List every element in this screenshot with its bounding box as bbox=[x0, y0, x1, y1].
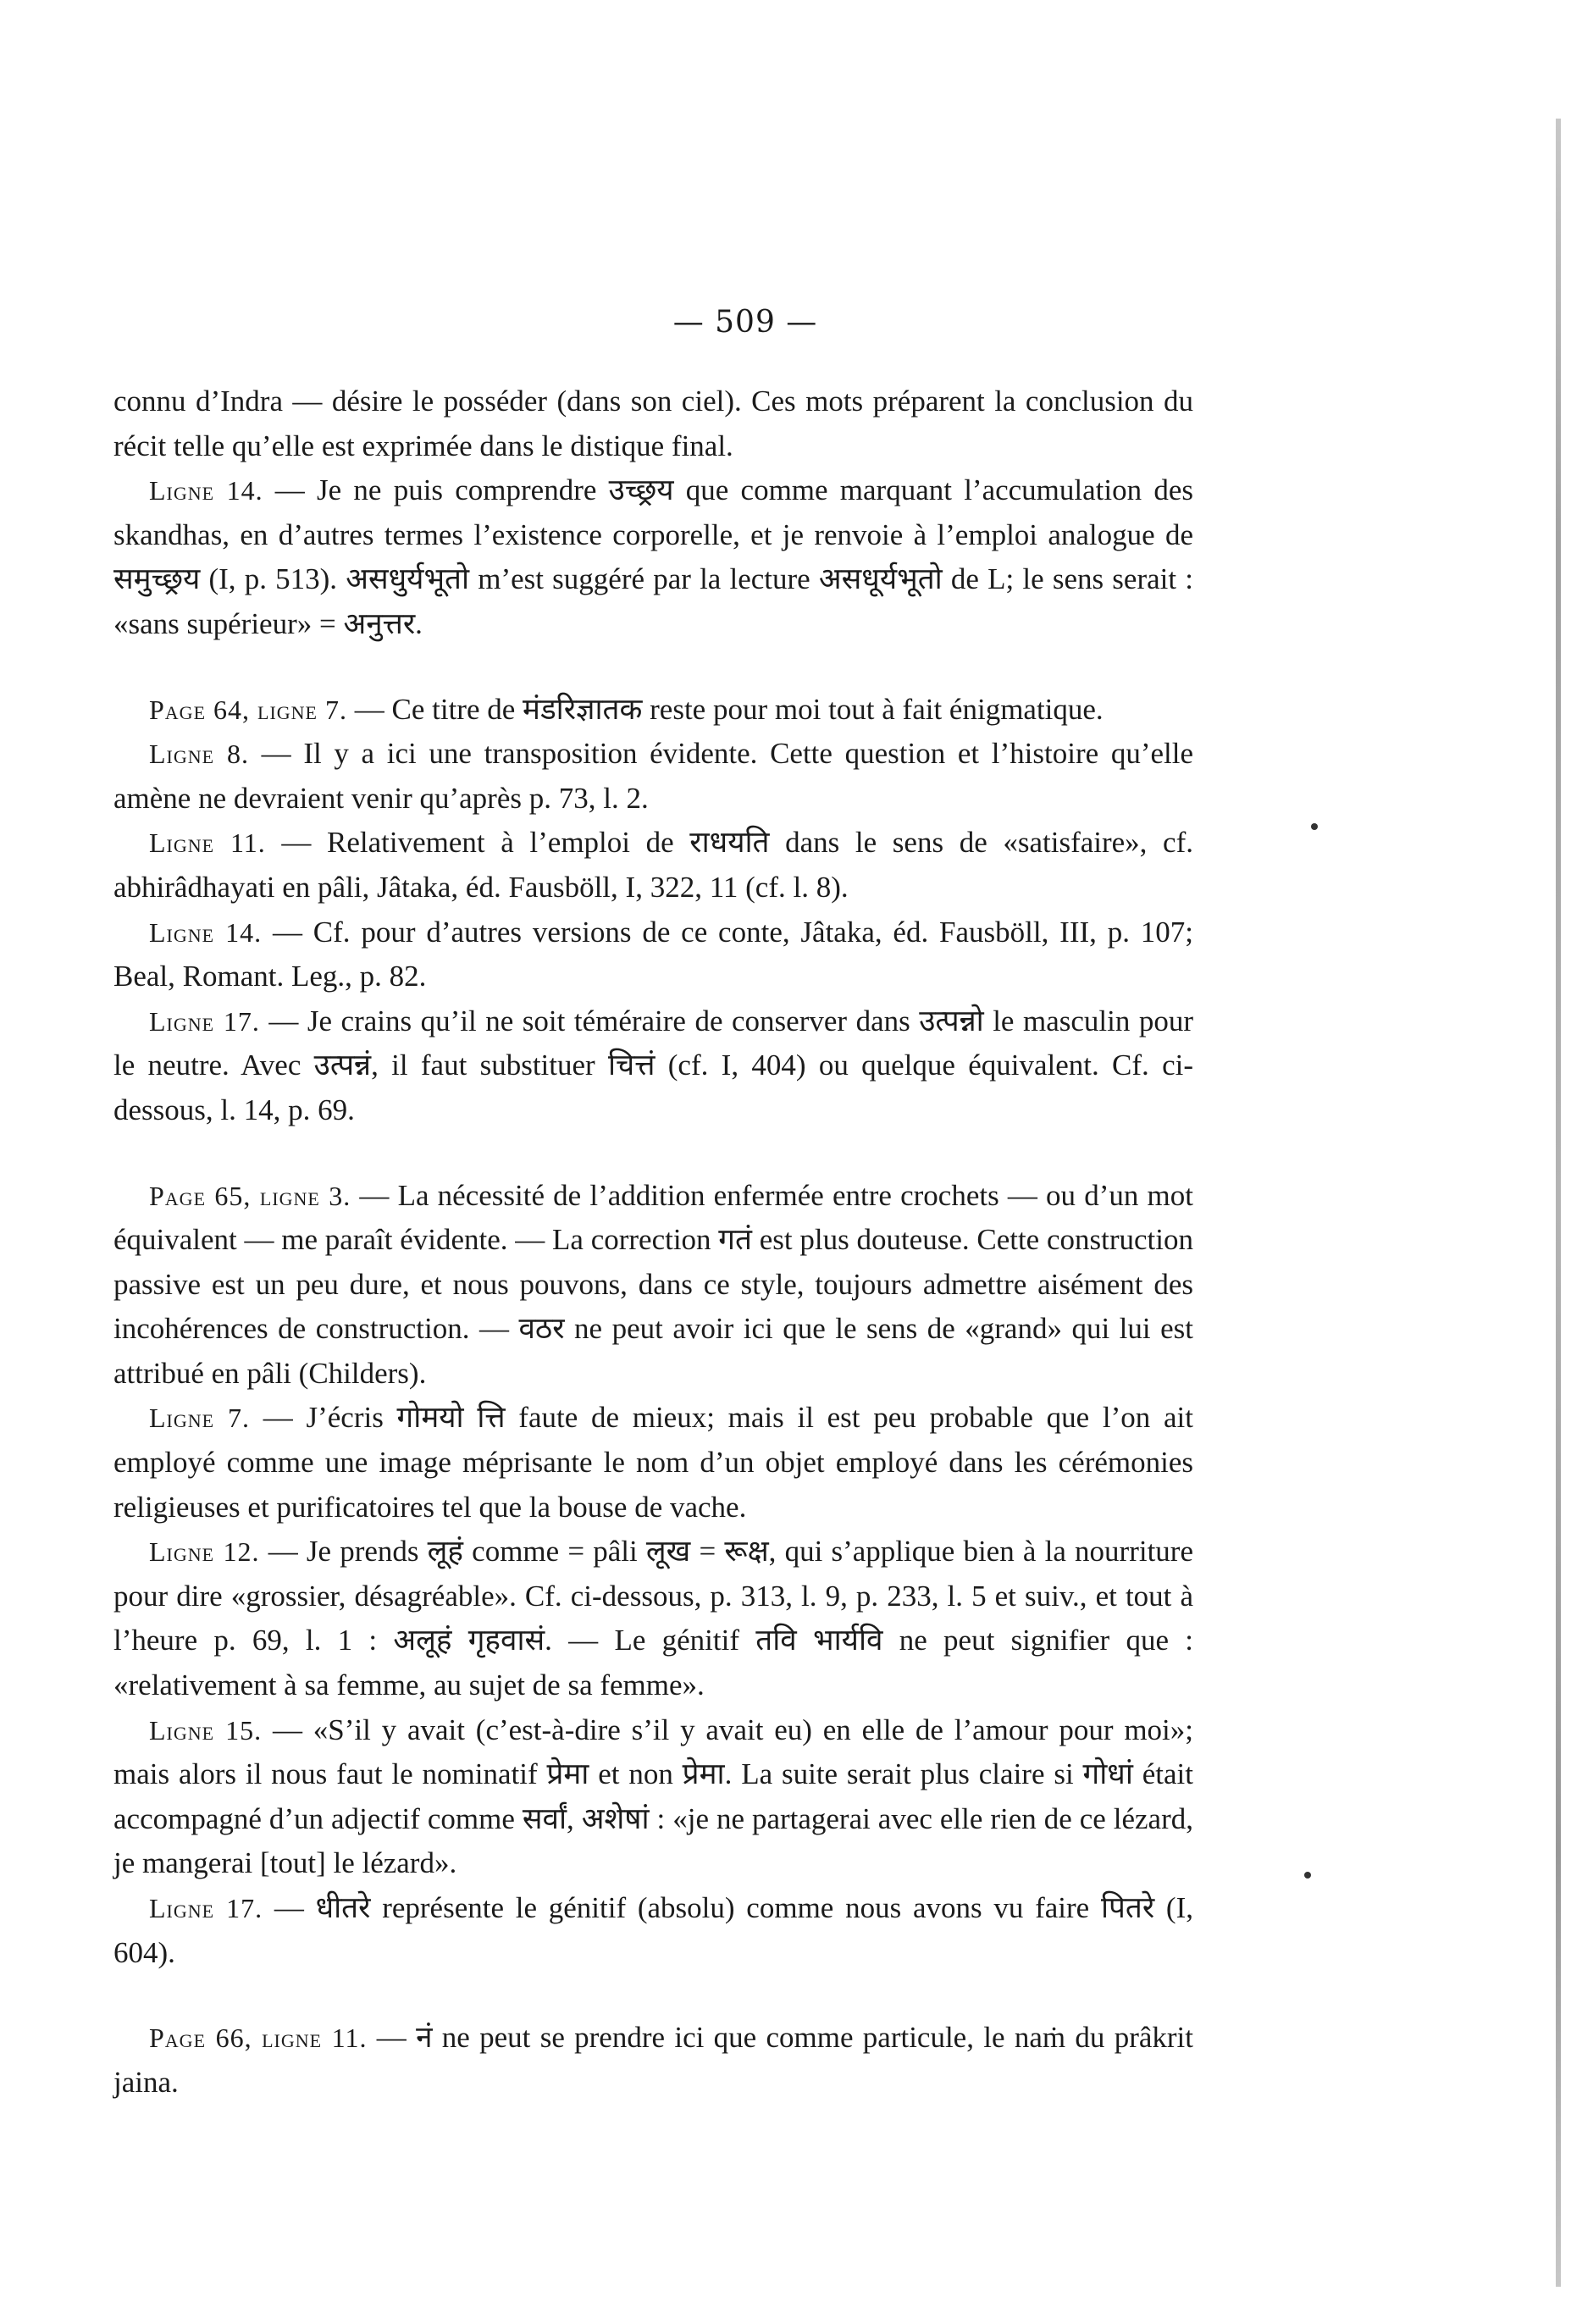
paragraph-text: — Relativement à l’emploi de राधयति dans le sens de «satisfaire», cf. abhirâdhayati en pâli, Jâtaka, éd. Fausböll, I, 322, 11 (cf. l. 8). bbox=[113, 826, 1193, 904]
paragraph-p13 bbox=[113, 2016, 1193, 2105]
paragraph-text: — «S’il y avait (c’est-à-dire s’il y avait eu) en elle de l’amour pour moi»; mais alors il nous faut le nominatif प्रेमा et non प्रेमा. La suite serait plus claire si गोधां était accompagné d’un adjectif comme सर्वां, अशेषां : «je ne partagerai avec elle rien de ce lézard, je mangerai [tout] le lézard». bbox=[113, 1713, 1193, 1880]
paragraph-p8 bbox=[113, 1174, 1193, 1397]
paragraph-p10 bbox=[113, 1530, 1193, 1707]
line-reference: Ligne 11. bbox=[149, 827, 266, 859]
ink-speck bbox=[1311, 823, 1318, 830]
paragraph-text: — Cf. pour d’autres versions de ce conte, Jâtaka, éd. Fausböll, III, p. 107; Beal, Romant. Leg., p. 82. bbox=[113, 915, 1193, 993]
line-reference: Ligne 17. bbox=[149, 1893, 263, 1923]
line-reference: Ligne 14. bbox=[149, 916, 263, 948]
paragraph-text: — Ce titre de मंडरिज्ञातक reste pour moi tout à fait énigmatique. bbox=[347, 692, 1104, 726]
paragraph-p9 bbox=[113, 1396, 1193, 1530]
line-reference: Ligne 8. bbox=[149, 739, 250, 770]
commentary-text bbox=[113, 379, 1193, 2105]
paragraph-text: — नं ne peut se prendre ici que comme particule, le naṁ du prâkrit jaina. bbox=[113, 2021, 1193, 2099]
paragraph-p11 bbox=[113, 1708, 1193, 1886]
paragraph-p3 bbox=[113, 688, 1193, 733]
line-reference: Ligne 7. bbox=[149, 1403, 251, 1434]
paragraph-p2 bbox=[113, 468, 1193, 646]
paragraph-text: — La nécessité de l’addition enfermée entre crochets — ou d’un mot équivalent — me paraît évidente. — La correction गतं est plus douteuse. Cette construction passive est un peu dure, et nous pouvons, dans ce style, toujours admettre aisément des incohérences de construction. — वठर ne peut avoir ici que le sens de «grand» qui lui est attribué en pâli (Childers). bbox=[113, 1178, 1193, 1390]
paragraph-p12 bbox=[113, 1886, 1193, 1975]
paragraph-p5 bbox=[113, 821, 1193, 910]
paragraph-text: — Je crains qu’il ne soit téméraire de conserver dans उत्पन्नो le masculin pour le neutre. Avec उत्पन्नं, il faut substituer चित्तं (cf. I, 404) ou quelque équivalent. Cf. ci-dessous, l. 14, p. 69. bbox=[113, 1004, 1194, 1126]
paragraph-text: — Je ne puis comprendre उच्छ्रय que comme marquant l’accumulation des skandhas, en d’autres termes l’existence corporelle, et je renvoie à l’emploi analogue de समुच्छ्रय (I, p. 513). असधुर्यभूतो m’est suggéré par la lecture असधूर्यभूतो de L; le sens serait : «sans supérieur» = अनुत्तर. bbox=[113, 473, 1193, 640]
paragraph-p1 bbox=[113, 379, 1193, 468]
paragraph-p7 bbox=[113, 999, 1193, 1133]
page-edge-shadow bbox=[1556, 119, 1561, 2287]
paragraph-p6 bbox=[113, 910, 1193, 999]
line-reference: Page 66, ligne 11. bbox=[149, 2022, 368, 2054]
page-number: — 509 — bbox=[672, 305, 818, 340]
line-reference: Ligne 15. bbox=[149, 1714, 263, 1746]
paragraph-text: — धीतरे représente le génitif (absolu) comme nous avons vu faire पितरे (I, 604). bbox=[113, 1891, 1193, 1969]
paragraph-p4 bbox=[113, 732, 1193, 821]
paragraph-text: — Je prends लूहं comme = pâli लूख = रूक्ष, qui s’applique bien à la nourriture pour dire «grossier, désagréable». Cf. ci-dessous, p. 313, l. 9, p. 233, l. 5 et suiv., et tout à l’heure p. 69, l. 1 : अलूहं गृहवासं. — Le génitif तवि भार्यवि ne peut signifier que : «relativement à sa femme, au sujet de sa femme». bbox=[113, 1535, 1193, 1702]
paragraph-text: connu d’Indra — désire le posséder (dans son ciel). Ces mots préparent la conclusion du récit telle qu’elle est exprimée dans le distique final. bbox=[113, 385, 1193, 462]
paragraph-text: — Il y a ici une transposition évidente. Cette question et l’histoire qu’elle amène ne devraient venir qu’après p. 73, l. 2. bbox=[113, 737, 1193, 815]
line-reference: Page 64, ligne 7. bbox=[149, 694, 347, 725]
ink-speck bbox=[1304, 1872, 1311, 1879]
line-reference: Ligne 14. bbox=[149, 475, 263, 506]
paragraph-text: — J’écris गोमयो त्ति faute de mieux; mais il est peu probable que l’on ait employé comme une image méprisante le nom d’un objet employé dans les cérémonies religieuses et purificatoires tel que la bouse de vache. bbox=[113, 1401, 1193, 1524]
line-reference: Ligne 17. bbox=[149, 1005, 260, 1037]
line-reference: Ligne 12. bbox=[149, 1536, 260, 1568]
line-reference: Page 65, ligne 3. bbox=[149, 1180, 351, 1211]
